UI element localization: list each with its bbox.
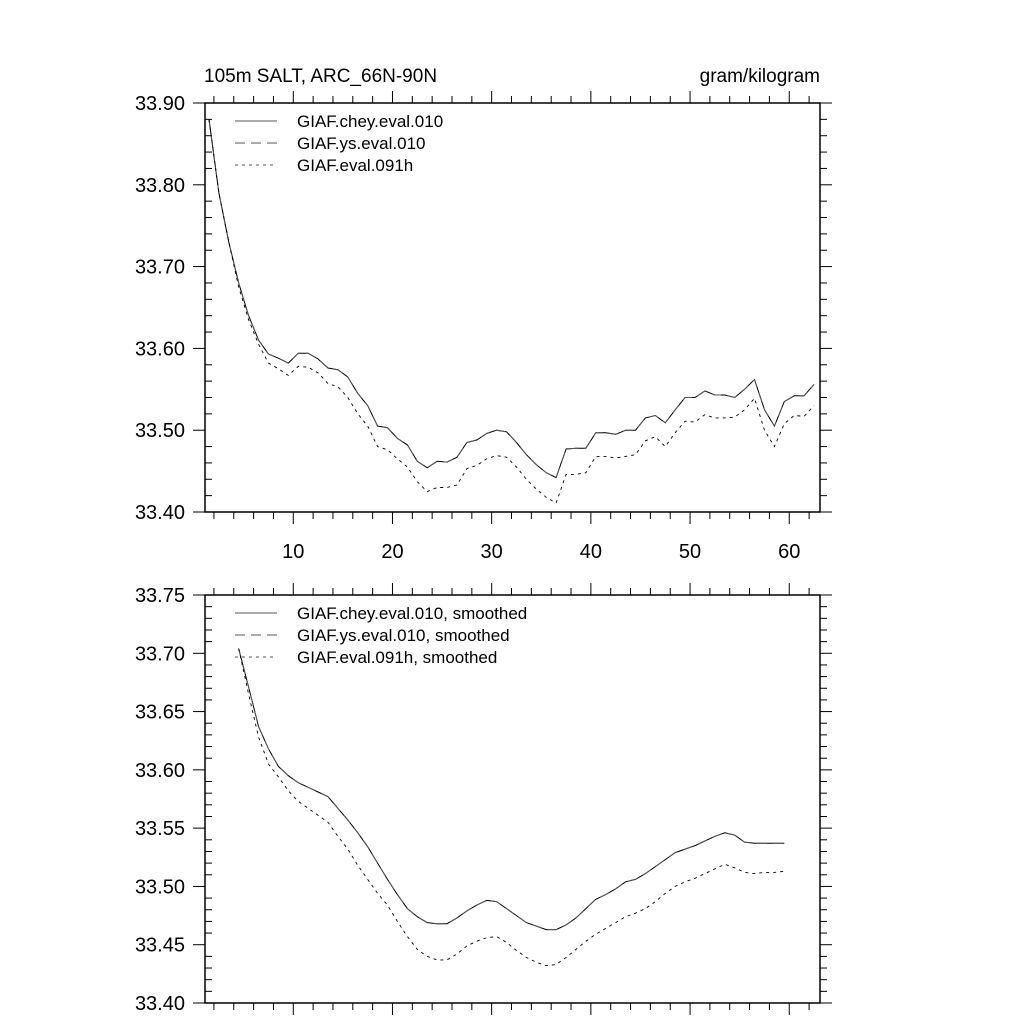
units-label: gram/kilogram — [699, 66, 820, 87]
y-tick-label: 33.60 — [134, 338, 185, 361]
legend-label: GIAF.chey.eval.010, smoothed — [297, 604, 528, 623]
smoothed-timeseries-panel — [135, 583, 832, 1015]
raw-timeseries-panel — [135, 91, 832, 563]
y-tick-label: 33.40 — [134, 993, 185, 1015]
series-line-dashed — [239, 649, 785, 930]
y-tick-label: 33.55 — [134, 818, 185, 841]
y-tick-label: 33.90 — [134, 93, 185, 115]
legend-label: GIAF.chey.eval.010 — [297, 112, 444, 131]
legend-label: GIAF.eval.091h, smoothed — [297, 648, 498, 667]
series-line-dotted — [209, 119, 814, 503]
x-tick-label: 10 — [282, 541, 305, 563]
x-tick-label: 30 — [480, 541, 503, 563]
y-tick-label: 33.65 — [134, 701, 185, 724]
series-line-dotted — [239, 649, 785, 966]
y-tick-label: 33.75 — [134, 585, 185, 607]
x-tick-label: 60 — [778, 541, 801, 563]
y-tick-label: 33.45 — [134, 934, 185, 957]
legend-label: GIAF.eval.091h — [297, 156, 414, 175]
y-tick-label: 33.70 — [134, 256, 185, 279]
legend-label: GIAF.ys.eval.010, smoothed — [297, 626, 510, 645]
y-tick-label: 33.50 — [134, 876, 185, 899]
y-tick-label: 33.40 — [134, 502, 185, 524]
y-tick-label: 33.60 — [134, 759, 185, 782]
chart-title: 105m SALT, ARC_66N-90N — [204, 66, 438, 87]
x-tick-label: 40 — [579, 541, 602, 563]
x-tick-label: 20 — [381, 541, 404, 563]
y-tick-label: 33.70 — [134, 643, 185, 666]
y-tick-label: 33.50 — [134, 420, 185, 443]
legend-label: GIAF.ys.eval.010 — [297, 134, 426, 153]
y-tick-label: 33.80 — [134, 174, 185, 197]
series-line-solid — [239, 649, 785, 930]
x-tick-label: 50 — [678, 541, 702, 563]
